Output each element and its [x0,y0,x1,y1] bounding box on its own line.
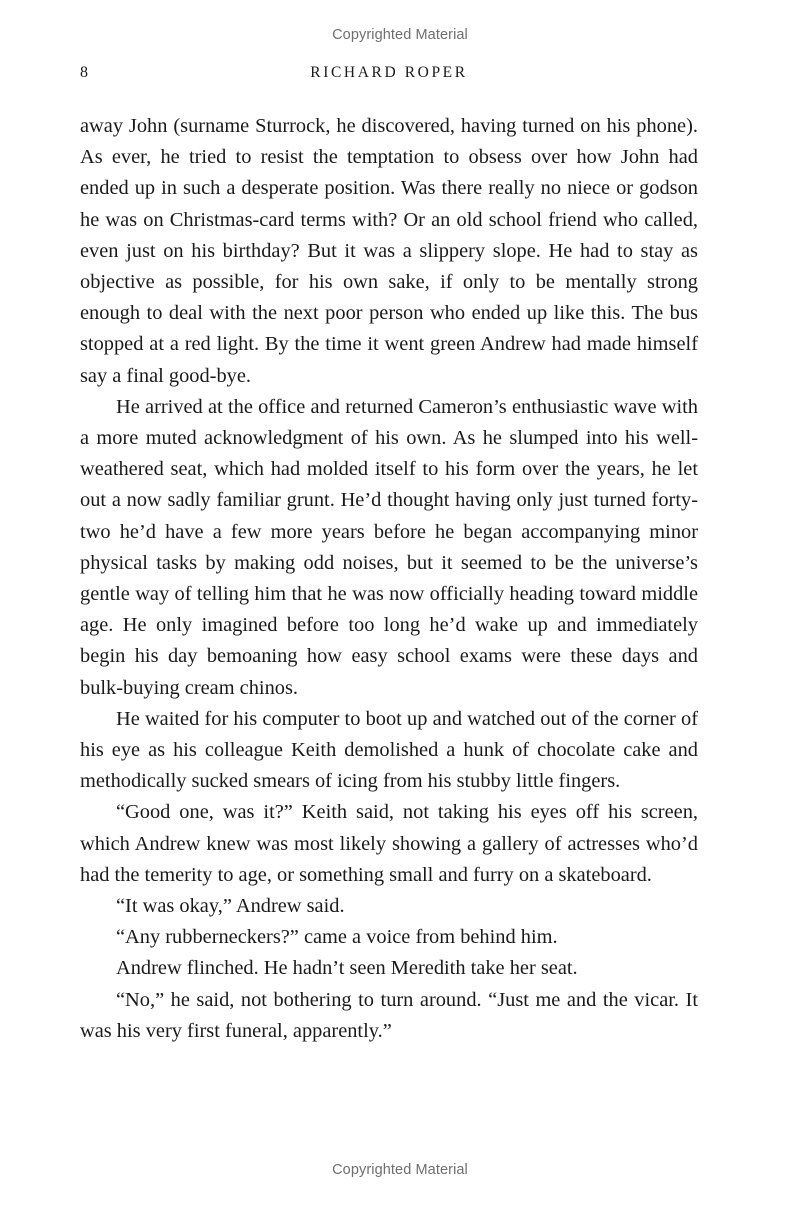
paragraph: He arrived at the office and returned Cameron’s enthusiastic wave with a more muted acknowledgment of his own. As he slumped into his well-weathered seat, which had molded itself to his form over the years, he let out a now sadly familiar grunt. He’d thought having only just turned forty-two he’d have a few more years before he began accompanying minor physical tasks by making odd noises, but it seemed to be the universe’s gentle way of telling him that he was now officially heading toward middle age. He only imagined before too long he’d wake up and immediately begin his day bemoaning how easy school exams were these days and bulk-buying cream chinos. [80,395,698,699]
running-title: RICHARD ROPER [310,64,468,81]
paragraph: “No,” he said, not bothering to turn around. “Just me and the vicar. It was his very first funeral, apparently.” [80,988,698,1042]
body-text [80,111,698,1047]
paragraph: “Any rubberneckers?” came a voice from behind him. [116,926,558,949]
page-number: 8 [80,64,88,81]
copyright-watermark-bottom: Copyrighted Material [332,1162,468,1178]
paragraph: Andrew flinched. He hadn’t seen Meredith take her seat. [116,957,578,980]
paragraph: He waited for his computer to boot up and watched out of the corner of his eye as his colleague Keith demolished a hunk of chocolate cake and methodically sucked smears of icing from his stubby little fingers. [80,707,698,793]
copyright-watermark-top: Copyrighted Material [332,27,468,43]
paragraph: away John (surname Sturrock, he discovered, having turned on his phone). As ever, he tried to resist the temptation to obsess over how John had ended up in such a desperate position. Was there really no niece or godson he was on Christmas-card terms with? Or an old school friend who called, even just on his birthday? But it was a slippery slope. He had to stay as objective as possible, for his own sake, if only to be mentally strong enough to deal with the next poor person who ended up like this. The bus stopped at a red light. By the time it went green Andrew had made himself say a final good-bye. [80,115,698,387]
running-head [80,64,698,88]
paragraph: “Good one, was it?” Keith said, not taking his eyes off his screen, which Andrew knew was most likely showing a gallery of actresses who’d had the temerity to age, or something small and furry on a skateboard. [80,801,698,886]
paragraph: “It was okay,” Andrew said. [116,895,345,918]
